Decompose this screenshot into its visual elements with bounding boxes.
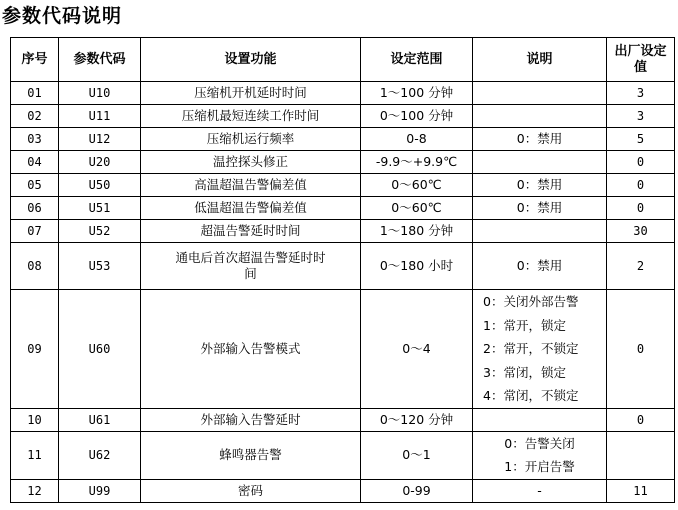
cell-function: 外部输入告警延时 xyxy=(141,408,361,431)
cell-code: U51 xyxy=(59,197,141,220)
cell-default: 0 xyxy=(607,408,675,431)
parameter-table xyxy=(10,37,675,503)
cell-range: 0～120 分钟 xyxy=(361,408,473,431)
note-line: 0：告警关闭 xyxy=(504,435,575,451)
cell-function: 外部输入告警模式 xyxy=(141,290,361,409)
table-row xyxy=(11,197,675,220)
cell-range: 0～60℃ xyxy=(361,174,473,197)
cell-range: 0～1 xyxy=(361,431,473,479)
cell-note xyxy=(473,290,607,409)
table-row xyxy=(11,431,675,479)
cell-function: 超温告警延时时间 xyxy=(141,220,361,243)
cell-index: 12 xyxy=(11,479,59,502)
table-row xyxy=(11,174,675,197)
cell-default: 3 xyxy=(607,82,675,105)
cell-note xyxy=(473,105,607,128)
cell-note: 0：禁用 xyxy=(473,243,607,290)
cell-code: U53 xyxy=(59,243,141,290)
cell-index: 06 xyxy=(11,197,59,220)
cell-default xyxy=(607,431,675,479)
cell-code: U10 xyxy=(59,82,141,105)
note-line: 1：常开，锁定 xyxy=(483,317,566,333)
table-row xyxy=(11,220,675,243)
cell-index: 03 xyxy=(11,128,59,151)
cell-default: 5 xyxy=(607,128,675,151)
cell-function: 密码 xyxy=(141,479,361,502)
cell-range: -9.9～+9.9℃ xyxy=(361,151,473,174)
cell-index: 02 xyxy=(11,105,59,128)
cell-function xyxy=(141,243,361,290)
table-row xyxy=(11,151,675,174)
note-line: 1：开启告警 xyxy=(504,459,575,474)
cell-code: U61 xyxy=(59,408,141,431)
cell-function: 压缩机开机延时时间 xyxy=(141,82,361,105)
cell-code: U50 xyxy=(59,174,141,197)
cell-default: 0 xyxy=(607,151,675,174)
cell-range: 0～180 小时 xyxy=(361,243,473,290)
cell-code: U11 xyxy=(59,105,141,128)
table-row xyxy=(11,128,675,151)
header-note: 说明 xyxy=(473,38,607,82)
cell-index: 09 xyxy=(11,290,59,409)
cell-default: 11 xyxy=(607,479,675,502)
cell-default: 0 xyxy=(607,290,675,409)
cell-code: U52 xyxy=(59,220,141,243)
cell-note xyxy=(473,82,607,105)
note-line: 0：关闭外部告警 xyxy=(483,294,579,309)
table-row xyxy=(11,290,675,409)
cell-index: 07 xyxy=(11,220,59,243)
header-range: 设定范围 xyxy=(361,38,473,82)
cell-function: 低温超温告警偏差值 xyxy=(141,197,361,220)
cell-code: U12 xyxy=(59,128,141,151)
page-title: 参数代码说明 xyxy=(2,5,123,27)
cell-range: 1～100 分钟 xyxy=(361,82,473,105)
cell-note: - xyxy=(473,479,607,502)
note-line: 3：常闭，锁定 xyxy=(483,364,566,380)
cell-range: 0～100 分钟 xyxy=(361,105,473,128)
cell-range: 0-8 xyxy=(361,128,473,151)
cell-index: 08 xyxy=(11,243,59,290)
cell-note xyxy=(473,151,607,174)
cell-code: U99 xyxy=(59,479,141,502)
note-line: 4：常闭，不锁定 xyxy=(483,388,579,403)
cell-index: 04 xyxy=(11,151,59,174)
header-function: 设置功能 xyxy=(141,38,361,82)
cell-default: 30 xyxy=(607,220,675,243)
cell-range: 0～4 xyxy=(361,290,473,409)
cell-code: U20 xyxy=(59,151,141,174)
cell-function: 蜂鸣器告警 xyxy=(141,431,361,479)
cell-range: 1～180 分钟 xyxy=(361,220,473,243)
cell-index: 05 xyxy=(11,174,59,197)
cell-default: 2 xyxy=(607,243,675,290)
cell-index: 01 xyxy=(11,82,59,105)
table-row xyxy=(11,105,675,128)
table-header-row xyxy=(11,38,675,82)
cell-note xyxy=(473,431,607,479)
cell-note xyxy=(473,408,607,431)
cell-code: U60 xyxy=(59,290,141,409)
cell-note xyxy=(473,220,607,243)
cell-default: 3 xyxy=(607,105,675,128)
cell-range: 0-99 xyxy=(361,479,473,502)
header-default: 出厂设定值 xyxy=(607,38,675,82)
function-line: 通电后首次超温告警延时时 xyxy=(175,250,326,265)
header-index: 序号 xyxy=(11,38,59,82)
cell-range: 0～60℃ xyxy=(361,197,473,220)
cell-function: 温控探头修正 xyxy=(141,151,361,174)
table-row xyxy=(11,479,675,502)
cell-note: 0：禁用 xyxy=(473,197,607,220)
note-line: 2：常开，不锁定 xyxy=(483,341,579,356)
cell-function: 压缩机运行频率 xyxy=(141,128,361,151)
cell-function: 高温超温告警偏差值 xyxy=(141,174,361,197)
header-code: 参数代码 xyxy=(59,38,141,82)
function-line: 间 xyxy=(244,266,257,281)
cell-note: 0：禁用 xyxy=(473,174,607,197)
cell-note: 0：禁用 xyxy=(473,128,607,151)
cell-index: 10 xyxy=(11,408,59,431)
table-row xyxy=(11,82,675,105)
cell-default: 0 xyxy=(607,174,675,197)
cell-index: 11 xyxy=(11,431,59,479)
cell-default: 0 xyxy=(607,197,675,220)
table-row xyxy=(11,408,675,431)
cell-function: 压缩机最短连续工作时间 xyxy=(141,105,361,128)
cell-code: U62 xyxy=(59,431,141,479)
table-row xyxy=(11,243,675,290)
